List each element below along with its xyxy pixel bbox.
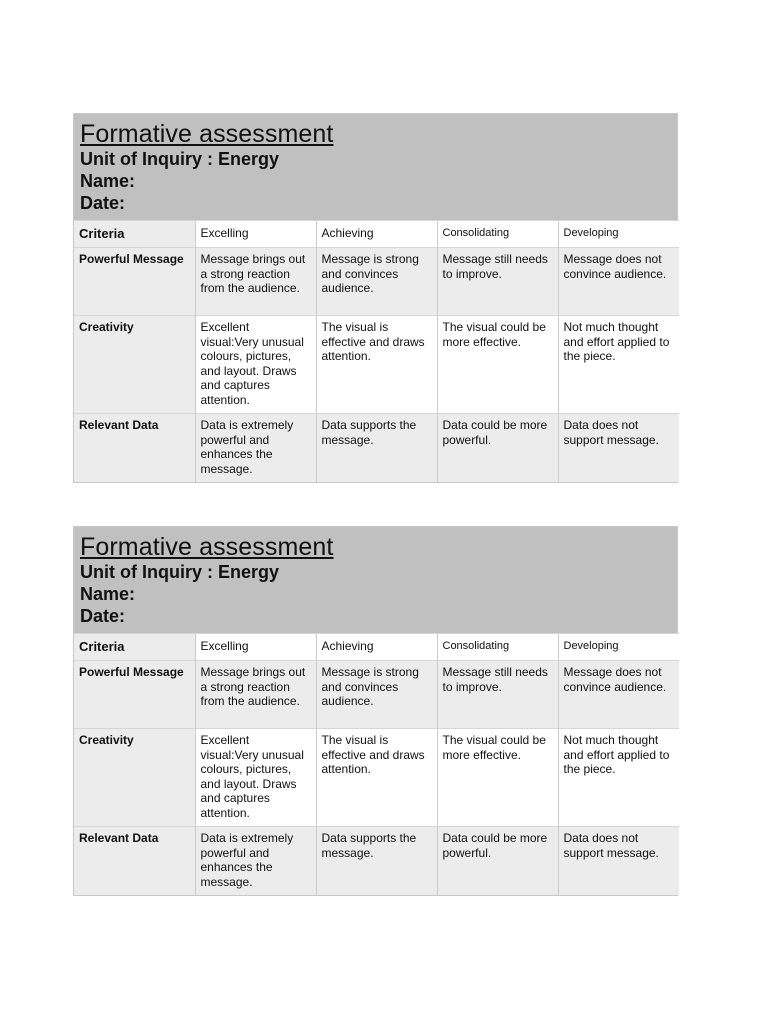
table-row [74, 661, 679, 729]
column-header-developing: Developing [558, 634, 679, 661]
name-label: Name: [80, 584, 136, 604]
date-label: Date: [80, 193, 126, 213]
table-cell: The visual is effective and draws attention. [316, 316, 437, 414]
table-header-row [74, 221, 679, 248]
unit-label: Unit of Inquiry : Energy [80, 149, 280, 169]
table-cell: Message brings out a strong reaction from the audience. [195, 661, 316, 729]
rubric-table [74, 220, 679, 482]
column-header-developing: Developing [558, 221, 679, 248]
table-cell: Message still needs to improve. [437, 661, 558, 729]
table-cell: Message brings out a strong reaction from the audience. [195, 248, 316, 316]
row-label-creativity: Creativity [74, 729, 195, 827]
form-header [74, 114, 677, 220]
name-label: Name: [80, 171, 136, 191]
table-cell: Not much thought and effort applied to the piece. [558, 316, 679, 414]
column-header-consolidating: Consolidating [437, 634, 558, 661]
column-header-criteria: Criteria [74, 221, 195, 248]
date-label: Date: [80, 606, 126, 626]
table-cell: Data is extremely powerful and enhances the message. [195, 827, 316, 895]
assessment-form-2 [73, 526, 678, 896]
column-header-excelling: Excelling [195, 634, 316, 661]
column-header-achieving: Achieving [316, 634, 437, 661]
row-label-relevant-data: Relevant Data [74, 414, 195, 482]
table-cell: Message still needs to improve. [437, 248, 558, 316]
form-title: Formative assessment [80, 533, 334, 561]
row-label-relevant-data: Relevant Data [74, 827, 195, 895]
form-title: Formative assessment [80, 120, 334, 148]
table-row [74, 729, 679, 827]
table-cell: The visual could be more effective. [437, 316, 558, 414]
table-row [74, 827, 679, 895]
table-cell: The visual is effective and draws attention. [316, 729, 437, 827]
table-cell: Excellent visual:Very unusual colours, pictures, and layout. Draws and captures attention. [195, 729, 316, 827]
table-cell: Data does not support message. [558, 827, 679, 895]
table-cell: Data does not support message. [558, 414, 679, 482]
assessment-form-1 [73, 113, 678, 483]
form-header [74, 527, 677, 633]
table-cell: Not much thought and effort applied to the piece. [558, 729, 679, 827]
table-cell: Message is strong and convinces audience. [316, 248, 437, 316]
table-cell: Data could be more powerful. [437, 827, 558, 895]
table-cell: Message does not convince audience. [558, 248, 679, 316]
row-label-powerful-message: Powerful Message [74, 661, 195, 729]
table-cell: The visual could be more effective. [437, 729, 558, 827]
rubric-table [74, 633, 679, 895]
table-row [74, 248, 679, 316]
table-cell: Data supports the message. [316, 827, 437, 895]
table-cell: Message does not convince audience. [558, 661, 679, 729]
column-header-achieving: Achieving [316, 221, 437, 248]
table-cell: Message is strong and convinces audience. [316, 661, 437, 729]
column-header-criteria: Criteria [74, 634, 195, 661]
row-label-creativity: Creativity [74, 316, 195, 414]
table-row [74, 316, 679, 414]
column-header-consolidating: Consolidating [437, 221, 558, 248]
column-header-excelling: Excelling [195, 221, 316, 248]
table-cell: Data is extremely powerful and enhances the message. [195, 414, 316, 482]
table-cell: Data supports the message. [316, 414, 437, 482]
table-cell: Excellent visual:Very unusual colours, pictures, and layout. Draws and captures attention. [195, 316, 316, 414]
row-label-powerful-message: Powerful Message [74, 248, 195, 316]
table-header-row [74, 634, 679, 661]
table-cell: Data could be more powerful. [437, 414, 558, 482]
table-row [74, 414, 679, 482]
unit-label: Unit of Inquiry : Energy [80, 562, 280, 582]
